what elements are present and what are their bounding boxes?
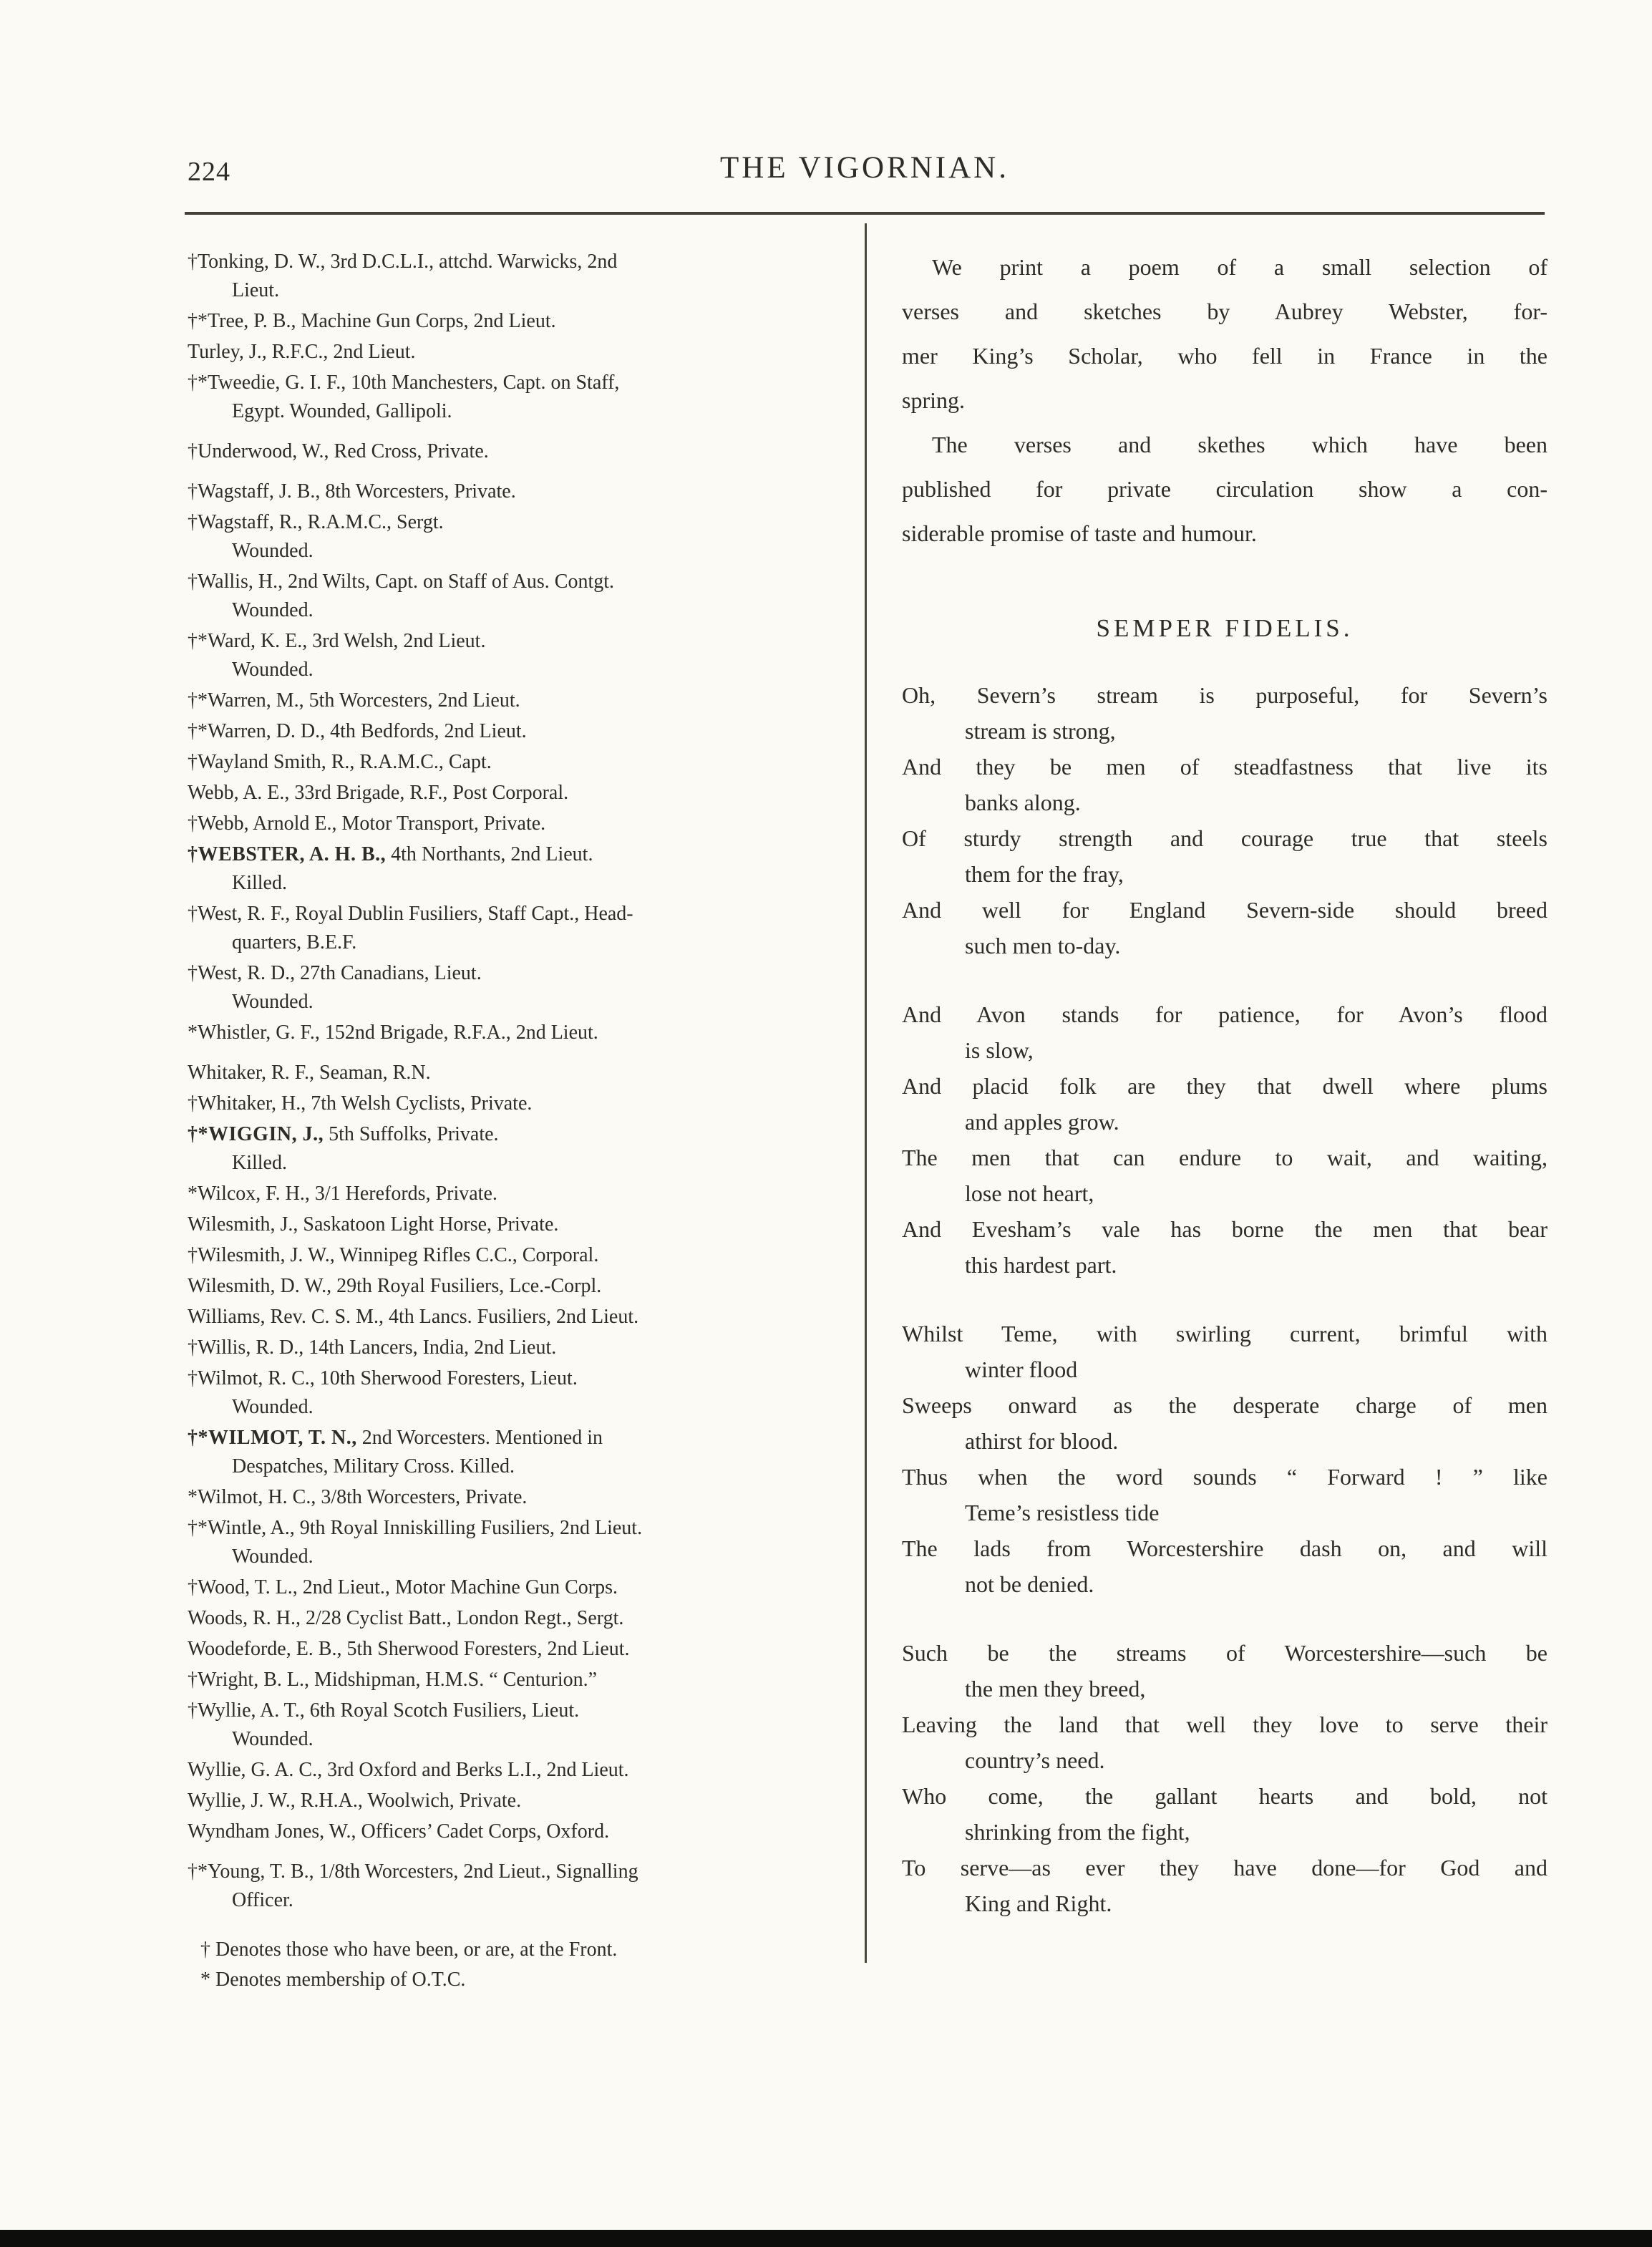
roll-entry-line: †Wood, T. L., 2nd Lieut., Motor Machine Gun Corps. xyxy=(188,1576,618,1598)
roll-entry xyxy=(188,1089,837,1118)
roll-entry xyxy=(188,1059,837,1087)
roll-entry xyxy=(188,717,837,746)
roll-entry-continuation: quarters, B.E.F. xyxy=(232,931,357,953)
roll-entry-line: †Wallis, H., 2nd Wilts, Capt. on Staff of Aus. Contgt. xyxy=(188,571,615,593)
scan-edge-bar xyxy=(0,2230,1652,2247)
roll-entry-line: Wyllie, G. A. C., 3rd Oxford and Berks L.I., 2nd Lieut. xyxy=(188,1759,629,1781)
roll-entry xyxy=(188,900,837,957)
roll-entry xyxy=(188,1635,837,1664)
poem-line-continuation: country’s need. xyxy=(965,1747,1105,1773)
roll-entry-line: Williams, Rev. C. S. M., 4th Lancs. Fusiliers, 2nd Lieut. xyxy=(188,1306,639,1328)
article-paragraph xyxy=(902,422,1547,555)
roll-of-honour-column xyxy=(188,248,837,1995)
roll-entry-line: †*Warren, M., 5th Worcesters, 2nd Lieut. xyxy=(188,689,520,712)
roll-footnotes xyxy=(188,1935,837,1995)
poem-title: SEMPER FIDELIS. xyxy=(1096,614,1354,642)
roll-entry xyxy=(188,248,837,305)
roll-entry-line: Woods, R. H., 2/28 Cyclist Batt., London Regt., Sergt. xyxy=(188,1607,624,1629)
poem-line: And Avon stands for patience, for Avon’s flood xyxy=(902,1001,1547,1027)
roll-entry xyxy=(188,1180,837,1208)
roll-entry xyxy=(188,1272,837,1301)
poem-line: And they be men of steadfastness that live its xyxy=(902,754,1547,780)
paragraph-line: The verses and skethes which have been xyxy=(932,432,1547,457)
roll-entry-line: †*Warren, D. D., 4th Bedfords, 2nd Lieut. xyxy=(188,720,527,742)
poem-line-continuation: is slow, xyxy=(965,1037,1034,1063)
roll-entry-continuation: Despatches, Military Cross. Killed. xyxy=(232,1455,515,1477)
roll-entry-line: †Wilmot, R. C., 10th Sherwood Foresters, Lieut. xyxy=(188,1367,578,1389)
roll-entry xyxy=(188,1019,837,1047)
roll-entry-line: *Wilmot, H. C., 3/8th Worcesters, Private. xyxy=(188,1486,528,1508)
roll-entry-line: †West, R. D., 27th Canadians, Lieut. xyxy=(188,962,482,984)
roll-entry-continuation: Wounded. xyxy=(232,1728,314,1750)
roll-entry-continuation: Wounded. xyxy=(232,540,314,562)
paragraph-line: published for private circulation show a con- xyxy=(902,476,1547,502)
poem-body xyxy=(902,677,1547,1921)
roll-entry xyxy=(188,568,837,625)
roll-entry-line: †Wagstaff, R., R.A.M.C., Sergt. xyxy=(188,511,444,533)
poem-line: And well for England Severn-side should breed xyxy=(902,897,1547,923)
roll-entry-line: Wilesmith, J., Saskatoon Light Horse, Private. xyxy=(188,1213,559,1236)
roll-entry xyxy=(188,779,837,807)
roll-entry-continuation: Killed. xyxy=(232,1152,287,1174)
paragraph-line: We print a poem of a small selection of xyxy=(932,254,1547,280)
roll-entry xyxy=(188,1573,837,1602)
poem-line-continuation: stream is strong, xyxy=(965,718,1116,744)
roll-entry-line: †Underwood, W., Red Cross, Private. xyxy=(188,440,489,462)
roll-entry-line: Wyndham Jones, W., Officers’ Cadet Corps, Oxford. xyxy=(188,1820,610,1843)
roll-entry-continuation: Wounded. xyxy=(232,1396,314,1418)
roll-entry xyxy=(188,1756,837,1785)
roll-entry-line: *Whistler, G. F., 152nd Brigade, R.F.A., 2nd Lieut. xyxy=(188,1021,598,1044)
poem-line: And Evesham’s vale has borne the men that bear xyxy=(902,1216,1547,1242)
roll-entry xyxy=(188,1364,837,1422)
roll-entry-line: Whitaker, R. F., Seaman, R.N. xyxy=(188,1062,431,1084)
page-number: 224 xyxy=(188,157,230,187)
roll-entries-list xyxy=(188,248,837,1915)
roll-entry-line: †WEBSTER, A. H. B., 4th Northants, 2nd Lieut. xyxy=(188,843,593,865)
poem-line-continuation: the men they breed, xyxy=(965,1676,1146,1702)
roll-entry-line: †West, R. F., Royal Dublin Fusiliers, Staff Capt., Head- xyxy=(188,903,633,925)
header-rule xyxy=(185,212,1545,215)
roll-footnote: † Denotes those who have been, or are, at the Front. xyxy=(200,1938,618,1961)
roll-entry xyxy=(188,1483,837,1512)
roll-entry xyxy=(188,437,837,466)
roll-entry xyxy=(188,1334,837,1362)
paragraph-line: verses and sketches by Aubrey Webster, for- xyxy=(902,299,1547,324)
poem-line: Leaving the land that well they love to serve their xyxy=(902,1712,1547,1737)
roll-entry-line: †Willis, R. D., 14th Lancers, India, 2nd Lieut. xyxy=(188,1336,557,1359)
roll-entry xyxy=(188,627,837,684)
roll-entry-line: †*WIGGIN, J., 5th Suffolks, Private. xyxy=(188,1123,499,1145)
poem-line-continuation: lose not heart, xyxy=(965,1180,1094,1206)
roll-entry xyxy=(188,748,837,777)
roll-entry xyxy=(188,477,837,506)
roll-entry xyxy=(188,1666,837,1694)
poem-line-continuation: Teme’s resistless tide xyxy=(965,1500,1160,1525)
roll-entry-name-bold: †WEBSTER, A. H. B., xyxy=(188,843,387,865)
roll-footnote: * Denotes membership of O.T.C. xyxy=(200,1969,466,1991)
roll-entry-name-bold: †*WIGGIN, J., xyxy=(188,1123,324,1145)
roll-entry-continuation: Killed. xyxy=(232,872,287,894)
article-paragraph xyxy=(902,245,1547,422)
roll-entry-line: †Wayland Smith, R., R.A.M.C., Capt. xyxy=(188,751,492,773)
roll-entry xyxy=(188,307,837,336)
roll-entry-line: *Wilcox, F. H., 3/1 Herefords, Private. xyxy=(188,1183,497,1205)
roll-entry-line: †Wright, B. L., Midshipman, H.M.S. “ Centurion.” xyxy=(188,1669,598,1691)
roll-entry xyxy=(188,1210,837,1239)
poem-line: Of sturdy strength and courage true that steels xyxy=(902,825,1547,851)
poem-stanza xyxy=(902,1316,1547,1602)
roll-entry-continuation: Lieut. xyxy=(232,279,280,301)
roll-entry-line: †Wagstaff, J. B., 8th Worcesters, Private. xyxy=(188,480,516,503)
roll-entry-line: Webb, A. E., 33rd Brigade, R.F., Post Corporal. xyxy=(188,782,569,804)
roll-entry-line: †*Wintle, A., 9th Royal Inniskilling Fusiliers, 2nd Lieut. xyxy=(188,1517,643,1539)
poem-line-continuation: winter flood xyxy=(965,1357,1078,1382)
poem-stanza xyxy=(902,677,1547,964)
poem-line: Who come, the gallant hearts and bold, not xyxy=(902,1783,1547,1809)
roll-entry-line: †*WILMOT, T. N., 2nd Worcesters. Mentioned in xyxy=(188,1427,603,1449)
roll-entry-line: †*Ward, K. E., 3rd Welsh, 2nd Lieut. xyxy=(188,630,486,652)
roll-entry xyxy=(188,810,837,838)
poem-line: The lads from Worcestershire dash on, and will xyxy=(902,1535,1547,1561)
article-column xyxy=(902,245,1547,1921)
poem-line-continuation: and apples grow. xyxy=(965,1109,1119,1135)
poem-line-continuation: such men to-day. xyxy=(965,933,1121,959)
roll-entry-continuation: Wounded. xyxy=(232,1545,314,1568)
roll-entry xyxy=(188,1120,837,1178)
roll-entry-line: Woodeforde, E. B., 5th Sherwood Foresters, 2nd Lieut. xyxy=(188,1638,630,1660)
roll-entry-continuation: Wounded. xyxy=(232,991,314,1013)
paragraph-line: siderable promise of taste and humour. xyxy=(902,520,1257,546)
roll-entry-line: †*Tweedie, G. I. F., 10th Manchesters, Capt. on Staff, xyxy=(188,372,620,394)
paragraph-line: mer King’s Scholar, who fell in France in the xyxy=(902,343,1547,369)
poem-line-continuation: athirst for blood. xyxy=(965,1428,1119,1454)
roll-entry xyxy=(188,369,837,426)
roll-entry-continuation: Wounded. xyxy=(232,659,314,681)
roll-entry xyxy=(188,959,837,1016)
roll-entry-line: Turley, J., R.F.C., 2nd Lieut. xyxy=(188,341,416,363)
poem-line: Whilst Teme, with swirling current, brimful with xyxy=(902,1321,1547,1346)
poem-line-continuation: this hardest part. xyxy=(965,1252,1117,1278)
roll-entry-line: †Wyllie, A. T., 6th Royal Scotch Fusiliers, Lieut. xyxy=(188,1699,580,1722)
roll-entry-line: †Wilesmith, J. W., Winnipeg Rifles C.C., Corporal. xyxy=(188,1244,599,1266)
column-divider xyxy=(865,223,867,1963)
roll-entry xyxy=(188,1604,837,1633)
poem-line-continuation: banks along. xyxy=(965,790,1081,815)
poem-stanza xyxy=(902,996,1547,1283)
roll-entry-line: †*Tree, P. B., Machine Gun Corps, 2nd Lieut. xyxy=(188,310,556,332)
poem-stanza xyxy=(902,1635,1547,1921)
roll-entry-line: Wyllie, J. W., R.H.A., Woolwich, Private. xyxy=(188,1790,522,1812)
roll-entry xyxy=(188,686,837,715)
poem-line: Thus when the word sounds “ Forward ! ” like xyxy=(902,1464,1547,1490)
roll-entry-line: †Webb, Arnold E., Motor Transport, Private. xyxy=(188,812,546,835)
poem-line-continuation: shrinking from the fight, xyxy=(965,1819,1190,1845)
poem-line: Oh, Severn’s stream is purposeful, for Severn’s xyxy=(902,682,1547,708)
poem-line-continuation: them for the fray, xyxy=(965,861,1124,887)
article-paragraphs xyxy=(902,245,1547,555)
roll-entry xyxy=(188,840,837,898)
roll-entry-line: †*Young, T. B., 1/8th Worcesters, 2nd Lieut., Signalling xyxy=(188,1860,638,1883)
roll-entry-continuation: Egypt. Wounded, Gallipoli. xyxy=(232,400,452,422)
roll-entry xyxy=(188,1697,837,1754)
poem-line: To serve—as ever they have done—for God and xyxy=(902,1855,1547,1880)
roll-entry xyxy=(188,1241,837,1270)
roll-entry xyxy=(188,1303,837,1331)
roll-entry xyxy=(188,1787,837,1815)
roll-entry-continuation: Officer. xyxy=(232,1889,293,1911)
roll-entry xyxy=(188,508,837,566)
roll-entry xyxy=(188,1424,837,1481)
poem-line: The men that can endure to wait, and waiting, xyxy=(902,1145,1547,1170)
roll-entry xyxy=(188,1858,837,1915)
paragraph-line: spring. xyxy=(902,387,965,413)
roll-entry-line: Wilesmith, D. W., 29th Royal Fusiliers, Lce.-Corpl. xyxy=(188,1275,602,1297)
roll-entry xyxy=(188,338,837,367)
roll-entry xyxy=(188,1514,837,1571)
roll-entry-line: †Tonking, D. W., 3rd D.C.L.I., attchd. Warwicks, 2nd xyxy=(188,251,618,273)
roll-entry-line: †Whitaker, H., 7th Welsh Cyclists, Private. xyxy=(188,1092,533,1115)
roll-entry-name-bold: †*WILMOT, T. N., xyxy=(188,1427,357,1449)
poem-line: Such be the streams of Worcestershire—such be xyxy=(902,1640,1547,1666)
poem-line: And placid folk are they that dwell where plums xyxy=(902,1073,1547,1099)
roll-entry xyxy=(188,1818,837,1846)
roll-entry-continuation: Wounded. xyxy=(232,599,314,621)
poem-line-continuation: King and Right. xyxy=(965,1891,1112,1916)
page-title: THE VIGORNIAN. xyxy=(720,151,1009,185)
poem-line-continuation: not be denied. xyxy=(965,1571,1094,1597)
poem-line: Sweeps onward as the desperate charge of men xyxy=(902,1392,1547,1418)
